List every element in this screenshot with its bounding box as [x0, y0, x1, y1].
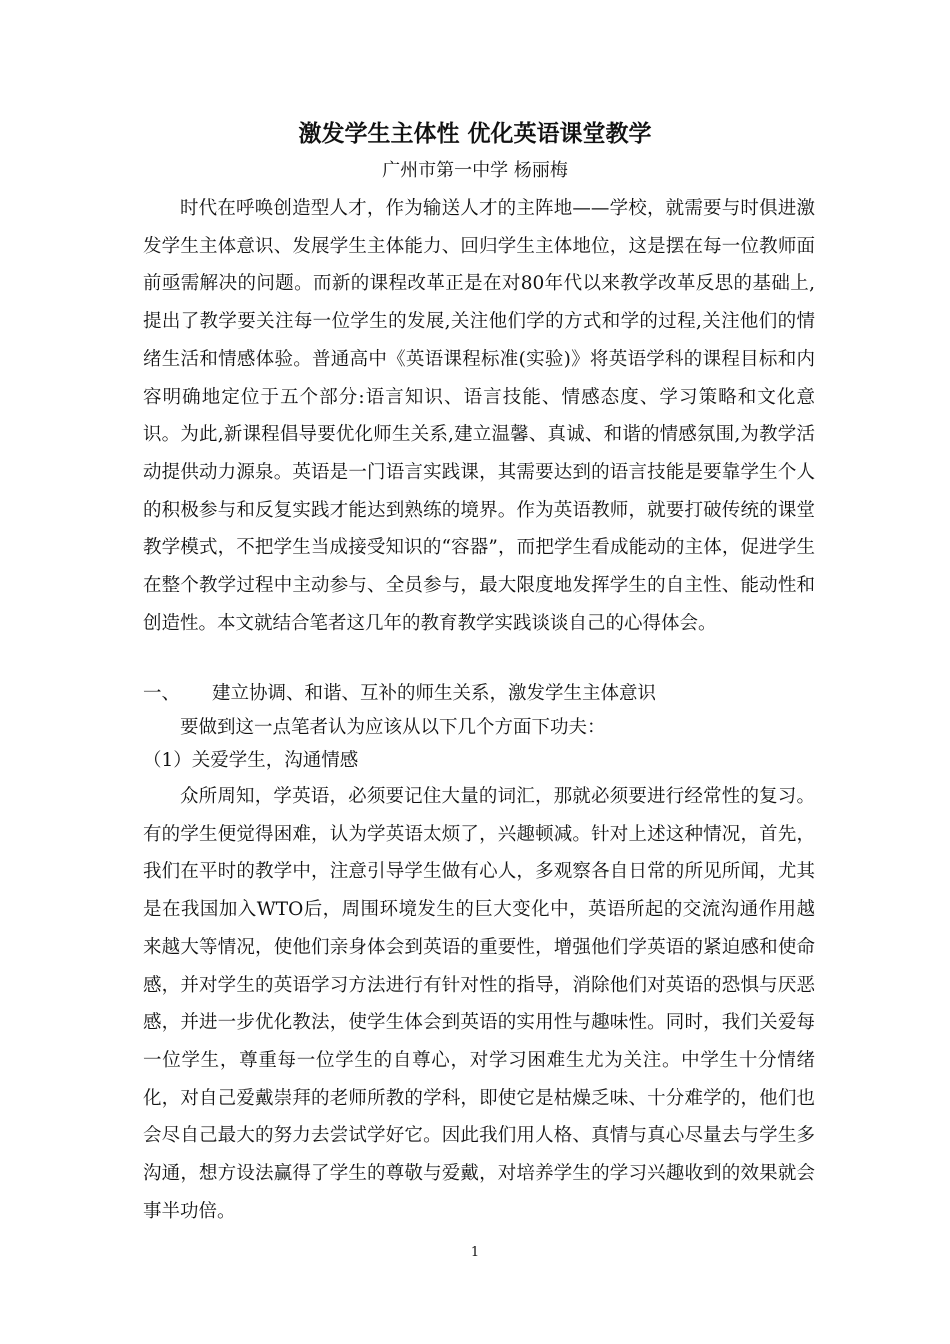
section-intro-paragraph: 要做到这一点笔者认为应该从以下几个方面下功夫： — [180, 717, 606, 738]
subsection-paragraph: 众所周知，学英语，必须要记住大量的词汇，那就必须要进行经常性的复习。有的学生便觉得困难，认为学英语太烦了，兴趣顿减。针对上述这种情况，首先，我们在平时的教学中，注意引导学生做有心人，多观察各自日常的所见所闻，尤其是在我国加入WTO后，周围环境发生的巨大变化中，英语所起的交流沟通作用越来越大等情况，使他们亲身体会到英语的重要性，增强他们学英语的紧迫感和使命感，并对学生的英语学习方法进行有针对性的指导，消除他们对英语的恐惧与厌恶感，并进一步优化教法，使学生体会到英语的实用性与趣味性。同时，我们关爱每一位学生，尊重每一位学生的自尊心，对学习困难生尤为关注。中学生十分情绪化，对自己爱戴崇拜的老师所教的学科，即使它是枯燥乏味、十分难学的，他们也会尽自己最大的努力去尝试学好它。因此我们用人格、真情与真心尽量去与学生多沟通，想方设法赢得了学生的尊敬与爱戴，对培养学生的学习兴趣收到的效果就会事半功倍。 — [143, 786, 815, 1222]
page-number: 1 — [470, 1245, 480, 1260]
author-line: 广州市第一中学 杨丽梅 — [382, 160, 568, 181]
section-heading-text: 建立协调、和谐、互补的师生关系，激发学生主体意识 — [212, 683, 657, 704]
section-heading-number: 一、 — [143, 683, 181, 704]
document-title: 激发学生主体性 优化英语课堂教学 — [298, 120, 652, 147]
subsection-heading: （1）关爱学生，沟通情感 — [143, 750, 359, 771]
intro-paragraph: 时代在呼唤创造型人才，作为输送人才的主阵地——学校，就需要与时俱进激发学生主体意识、发展学生主体能力、回归学生主体地位，这是摆在每一位教师面前亟需解决的问题。而新的课程改革正是在对80年代以来教学改革反思的基础上,提出了教学要关注每一位学生的发展,关注他们学的方式和学的过程,关注他们的情绪生活和情感体验。普通高中《英语课程标准(实验)》将英语学科的课程目标和内容明确地定位于五个部分:语言知识、语言技能、情感态度、学习策略和文化意识。为此,新课程倡导要优化师生关系,建立温馨、真诚、和谐的情感氛围,为教学活动提供动力源泉。英语是一门语言实践课，其需要达到的语言技能是要靠学生个人的积极参与和反复实践才能达到熟练的境界。作为英语教师，就要打破传统的课堂教学模式，不把学生当成接受知识的“容器”，而把学生看成能动的主体，促进学生在整个教学过程中主动参与、全员参与，最大限度地发挥学生的自主性、能动性和创造性。本文就结合笔者这几年的教育教学实践谈谈自己的心得体会。 — [143, 198, 815, 634]
